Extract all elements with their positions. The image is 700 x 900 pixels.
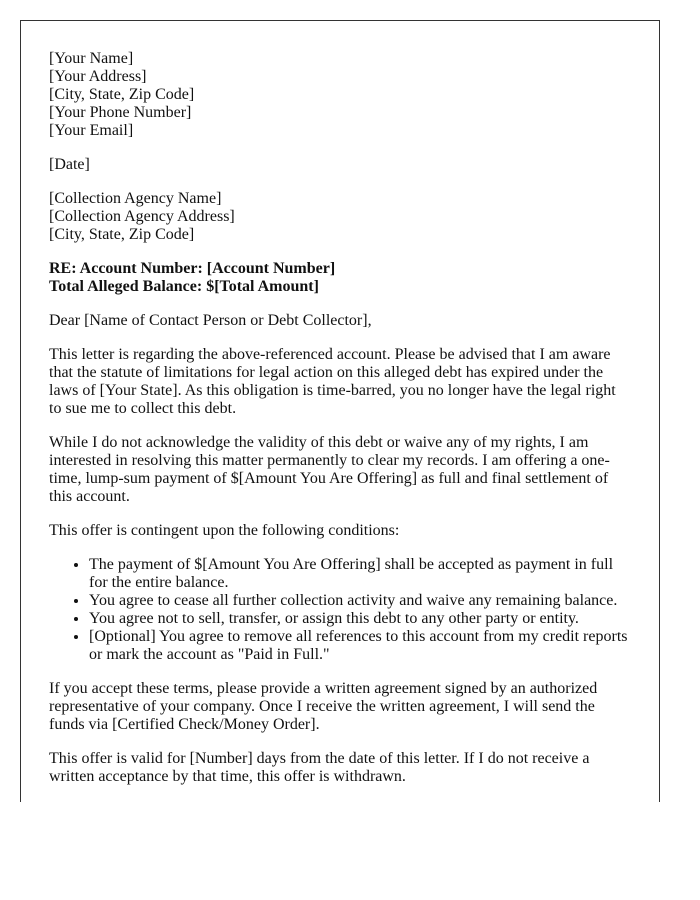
re-account-number: RE: Account Number: [Account Number] <box>49 260 336 277</box>
paragraph-acceptance: If you accept these terms, please provide a written agreement signed by an authorized representative of your company. Once I receive the written agreement, I will send the funds via [Certified Check/Money Order]. <box>49 680 598 733</box>
condition-item: • You agree to cease all further collection activity and waive any remaining balance. <box>89 592 631 610</box>
conditions-list <box>49 556 631 664</box>
paragraph-statute: This letter is regarding the above-referenced account. Please be advised that I am aware that the statute of limitations for legal action on this alleged debt has expired under the laws of [Your State]. As this obligation is time-barred, you no longer have the legal right to sue me to collect this debt. <box>49 346 616 417</box>
condition-item: • [Optional] You agree to remove all references to this account from my credit reports or mark the account as "Paid in Full." <box>89 628 631 664</box>
agency-name: [Collection Agency Name] <box>49 190 222 207</box>
re-total-balance: Total Alleged Balance: $[Total Amount] <box>49 278 319 295</box>
sender-name: [Your Name] <box>49 50 134 67</box>
paragraph-offer: While I do not acknowledge the validity of this debt or waive any of my rights, I am interested in resolving this matter permanently to clear my records. I am offering a one-time, lump-sum payment of $[Amount You Are Offering] as full and final settlement of this account. <box>49 434 610 505</box>
agency-address: [Collection Agency Address] <box>49 208 235 225</box>
letter-page <box>20 20 660 802</box>
letter-date: [Date] <box>49 156 90 173</box>
recipient-address-block <box>49 190 631 244</box>
sender-address-block <box>49 50 631 140</box>
agency-city-state-zip: [City, State, Zip Code] <box>49 226 195 243</box>
sender-city-state-zip: [City, State, Zip Code] <box>49 86 195 103</box>
paragraph-conditions-intro: This offer is contingent upon the following conditions: <box>49 522 400 539</box>
date-block <box>49 156 631 174</box>
re-block <box>49 260 631 296</box>
sender-address: [Your Address] <box>49 68 147 85</box>
sender-email: [Your Email] <box>49 122 134 139</box>
paragraph-validity: This offer is valid for [Number] days from the date of this letter. If I do not receive a written acceptance by that time, this offer is withdrawn. <box>49 750 590 785</box>
condition-item: • You agree not to sell, transfer, or assign this debt to any other party or entity. <box>89 610 631 628</box>
salutation: Dear [Name of Contact Person or Debt Collector], <box>49 312 372 329</box>
sender-phone: [Your Phone Number] <box>49 104 192 121</box>
condition-item: • The payment of $[Amount You Are Offering] shall be accepted as payment in full for the entire balance. <box>89 556 631 592</box>
